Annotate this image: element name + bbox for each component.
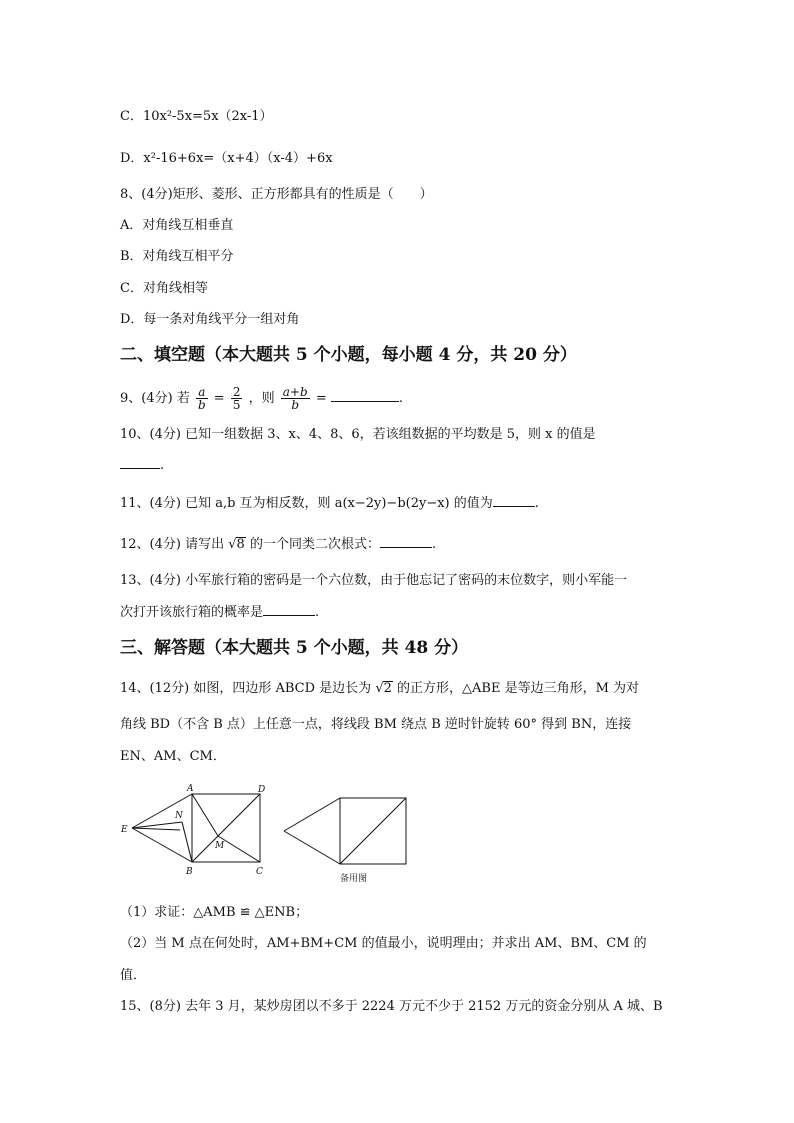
segment-en [132, 822, 182, 828]
q9-equals-2: = [315, 391, 327, 406]
q13-end: . [315, 605, 320, 620]
q11-text: 11、(4分) 已知 a,b 互为相反数，则 a(x−2y)−b(2y−x) 的值为 [120, 496, 493, 511]
q9-fraction-a-plus-b-over-b [281, 386, 310, 411]
spare-diagonal [340, 798, 406, 864]
spare-segment-be [284, 831, 340, 864]
q8-option-a: A．对角线互相垂直 [120, 218, 234, 233]
q8-option-c: C．对角线相等 [120, 281, 208, 296]
q11-end: . [534, 496, 539, 511]
q12-prefix: 12、(4分) 请写出 [120, 537, 225, 552]
q14-part2-line1: （2）当 M 点在何处时，AM+BM+CM 的值最小，说明理由；并求出 AM、BM、CM 的 [120, 936, 647, 951]
q9-end: . [398, 391, 403, 406]
q15-line1: 15、(8分) 去年 3 月，某炒房团以不多于 2224 万元不少于 2152 万元的资金分别从 A 城、B [120, 999, 663, 1014]
section-2-heading: 二、填空题（本大题共 5 个小题，每小题 4 分，共 20 分） [120, 345, 577, 365]
q9-frac3-numerator: a+b [282, 385, 308, 399]
q14-part2-line2: 值． [120, 968, 147, 983]
label-a: A [187, 784, 194, 794]
q10-answer-blank[interactable] [120, 456, 160, 469]
q9-frac3-denominator: b [291, 398, 300, 412]
section-3-heading: 三、解答题（本大题共 5 个小题，共 48 分） [120, 638, 469, 658]
q9-frac2-denominator: 5 [232, 398, 241, 412]
q14-line1-b: 的正方形，△ABE 是等边三角形，M 为对 [397, 681, 640, 696]
label-d: D [258, 785, 266, 795]
q10-line1: 10、(4分) 已知一组数据 3、x、4、8、6，若该组数据的平均数是 5，则 x 的值是 [120, 427, 596, 442]
q13-line1: 13、(4分) 小军旅行箱的密码是一个六位数，由于他忘记了密码的末位数字，则小军能一 [120, 573, 628, 588]
q14-part1: （1）求证：△AMB ≌ △ENB； [120, 905, 309, 920]
label-b: B [186, 867, 193, 877]
q13-line2 [120, 603, 319, 622]
q12-radicand: 8 [236, 537, 245, 552]
q9-prefix: 9、(4分) 若 [120, 391, 190, 406]
segment-am [192, 794, 218, 836]
q9-fraction-a-over-b [196, 386, 208, 411]
q14-line1-a: 14、(12分) 如图，四边形 ABCD 是边长为 [120, 681, 372, 696]
q8-option-b: B．对角线互相平分 [120, 249, 234, 264]
spare-figure-caption: 备用图 [340, 874, 368, 884]
q11 [120, 494, 539, 513]
q14-line1 [120, 680, 639, 698]
q11-answer-blank[interactable] [493, 494, 535, 507]
q8-stem: 8、(4分)矩形、菱形、正方形都具有的性质是（ ） [120, 187, 433, 202]
q9-frac1-numerator: a [196, 386, 208, 399]
label-c: C [256, 867, 263, 877]
q12-sqrt: √8 [228, 537, 245, 552]
q10-line2 [120, 456, 164, 475]
label-n: N [175, 811, 183, 821]
q9 [120, 384, 403, 414]
q8-option-d: D．每一条对角线平分一组对角 [120, 312, 300, 327]
q9-equals: = [213, 391, 225, 406]
q12-suffix: 的一个同类二次根式： [249, 537, 380, 552]
q13-answer-blank[interactable] [263, 603, 315, 616]
segment-bn [182, 822, 192, 862]
q14-sqrt: √2 [375, 681, 392, 696]
q10-end: . [160, 458, 165, 473]
label-m: M [215, 841, 225, 851]
q9-then: ，则 [248, 391, 275, 406]
segment-cm [218, 836, 260, 862]
segment-be [132, 828, 192, 862]
q7-option-d: D．x²-16+6x=（x+4）（x-4）+6x [120, 151, 333, 166]
q14-line2: 角线 BD（不含 B 点）上任意一点，将线段 BM 绕点 B 逆时针旋转 60° 得到 BN，连接 [120, 717, 632, 732]
q9-frac2-numerator: 2 [232, 385, 241, 399]
q14-radicand: 2 [383, 681, 392, 696]
q12-end: . [431, 537, 437, 552]
q12-answer-blank[interactable] [380, 535, 432, 548]
segment-e-inner [132, 828, 180, 830]
q12 [120, 535, 436, 554]
label-e: E [121, 825, 128, 835]
q14-line3: EN、AM、CM． [120, 749, 226, 764]
segment-ae [132, 794, 192, 828]
geometry-figure [118, 782, 418, 890]
q9-answer-blank[interactable] [331, 389, 399, 402]
diagonal-bd [192, 794, 260, 862]
spare-segment-ae [284, 798, 340, 831]
q9-fraction-2-over-5 [231, 386, 243, 411]
q7-option-c: C．10x²-5x=5x（2x-1） [120, 109, 273, 124]
q9-frac1-denominator: b [197, 398, 206, 412]
q13-line2-text: 次打开该旅行箱的概率是 [120, 605, 264, 620]
